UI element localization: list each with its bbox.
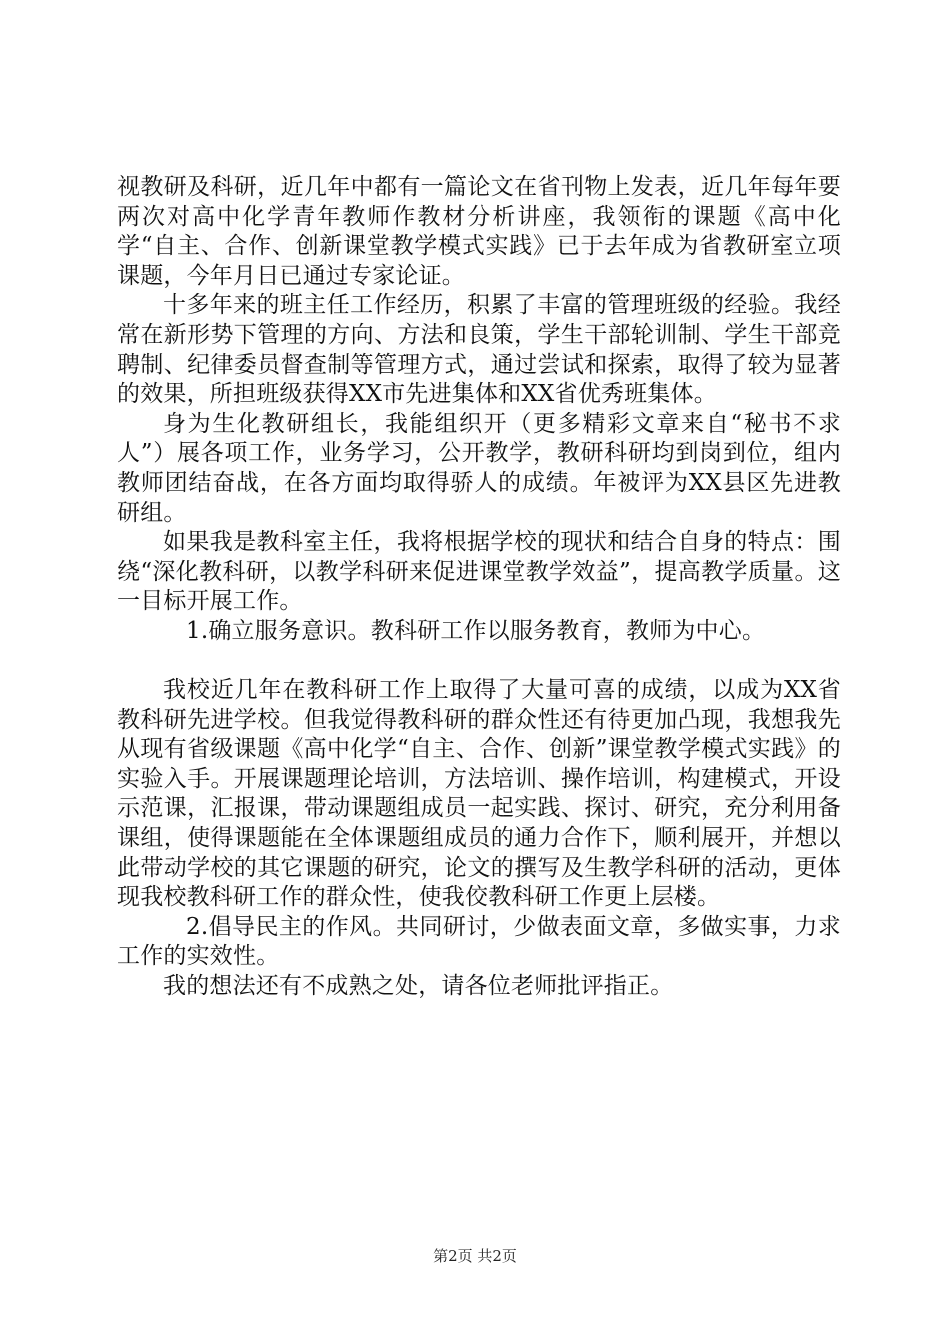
- paragraph-class-management: 十多年来的班主任工作经历，积累了丰富的管理班级的经验。我经常在新形势下管理的方向、方法和良策，学生干部轮训制、学生干部竞聘制、纪律委员督查制等管理方式，通过尝试和探索，取得了较为显著的效果，所担班级获得XX市先进集体和XX省优秀班集体。: [117, 292, 841, 408]
- paragraph-closing: 我的想法还有不成熟之处，请各位老师批评指正。: [163, 973, 674, 1000]
- page-number-footer: 第2页 共2页: [433, 1247, 517, 1265]
- paragraph-point-1: 1.确立服务意识。教科研工作以服务教育，教师为中心。: [186, 617, 766, 644]
- paragraph-school-achievements: 我校近几年在教科研工作上取得了大量可喜的成绩，以成为XX省教科研先进学校。但我觉得教科研的群众性还有待更加凸现，我想我先从现有省级课题《高中化学“自主、合作、创新”课堂教学模式实践》的实验入手。开展课题理论培训，方法培训、操作培训，构建模式，开设示范课，汇报课，带动课题组成员一起实践、探讨、研究，充分利用备课组，使得课题能在全体课题组成员的通力合作下，顺利展开，并想以此带动学校的其它课题的研究，论文的撰写及生教学科研的活动，更体现我校教科研工作的群众性，使我佼教科研工作更上层楼。: [117, 677, 841, 911]
- paragraph-research-group-leader: 身为生化教研组长，我能组织开（更多精彩文章来自“秘书不求人”）展各项工作，业务学习，公开教学，教研科研均到岗到位，组内教师团结奋战，在各方面均取得骄人的成绩。年被评为XX县区先进教研组。: [117, 410, 841, 526]
- document-body: [117, 173, 841, 1002]
- paragraph-continued-research: 视教研及科研，近几年中都有一篇论文在省刊物上发表，近几年每年要两次对高中化学青年教师作教材分析讲座，我领衔的课题《高中化学“自主、合作、创新课堂教学模式实践》已于去年成为省教研室立项课题，今年月日已通过专家论证。: [117, 174, 841, 289]
- paragraph-point-2: 2.倡导民主的作风。共同研讨，少做表面文章，多做实事，力求工作的实效性。: [117, 913, 841, 970]
- paragraph-if-director: 如果我是教科室主任，我将根据学校的现状和结合自身的特点：围绕“深化教科研，以教学科研来促进课堂教学效益”，提高教学质量。这一目标开展工作。: [117, 529, 841, 615]
